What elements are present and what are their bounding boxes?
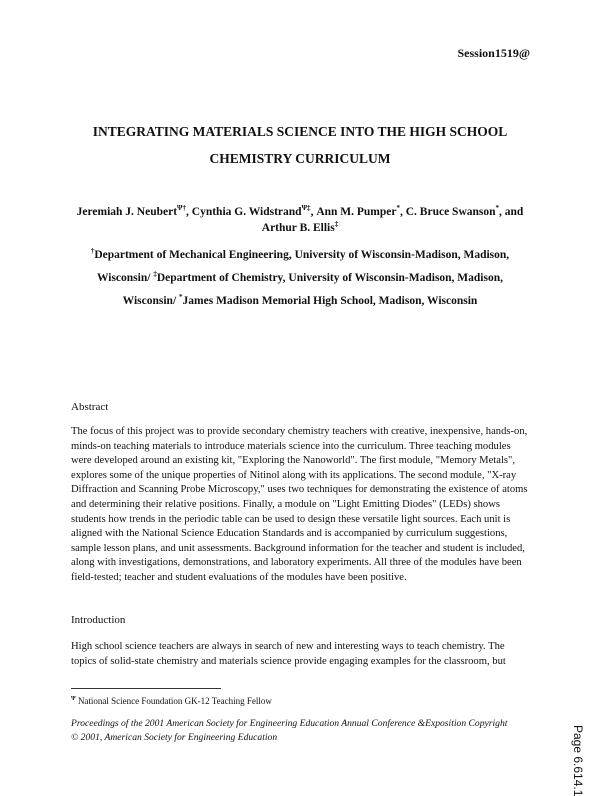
footnote-divider [71, 688, 221, 689]
author-line-2 [40, 220, 560, 236]
author-name: Jeremiah J. Neubert [76, 206, 178, 218]
author-mark: * [396, 204, 400, 213]
affiliation-line-3 [50, 290, 550, 313]
affiliation-line-2 [50, 267, 550, 290]
author-line-1 [40, 204, 560, 220]
abstract-heading: Abstract [71, 401, 109, 413]
affiliation-text: Department of Mechanical Engineering, University of Wisconsin-Madison, Madison, [94, 249, 510, 261]
author-name: , Cynthia G. Widstrand [186, 206, 302, 218]
abstract-body: The focus of this project was to provide secondary chemistry teachers with creative, inexpensive, hands-on, minds-on teaching materials to introduce materials science into the curriculum. Three teaching modules were developed around an existing kit, "Exploring the Nanoworld". The first module, "Memory Metals", explores some of the unique properties of Nitinol along with its applications. The second module, "X-ray Diffraction and Scanning Probe Microscopy," uses two techniques for demonstrating the existence of atoms and determining their relative positions. Finally, a module on "Light Emitting Diodes" (LEDs) shows students how trends in the periodic table can be used to design these versatile light sources. Each unit is aligned with the National Science Education Standards and is accompanied by curriculum suggestions, sample lesson plans, and unit assessments. Background information for the teacher and student is included, along with investigations, demonstrations, and laboratory experiments. All three of the modules have been field-tested; teacher and student evaluations of the modules have been positive. [71, 426, 528, 583]
footnote [71, 696, 272, 706]
author-name: , Ann M. Pumper [310, 206, 397, 218]
author-mark: Ψ† [177, 204, 187, 213]
affiliation-text: Department of Chemistry, University of Wisconsin-Madison, Madison, [156, 272, 504, 284]
author-name: Arthur B. Ellis [261, 222, 335, 234]
title-line-1: INTEGRATING MATERIALS SCIENCE INTO THE HIGH SCHOOL [92, 124, 508, 139]
author-name: , C. Bruce Swanson [400, 206, 496, 218]
affiliation-mark: * [179, 293, 183, 302]
introduction-heading: Introduction [71, 614, 126, 626]
affiliation-mark: † [90, 247, 95, 256]
proceedings-line-2: © 2001, American Society for Engineering Education [71, 732, 278, 743]
paper-title [40, 118, 560, 172]
affiliation-text: Wisconsin/ [122, 295, 180, 307]
affiliation-line-1 [50, 244, 550, 267]
footnote-mark: Ψ [71, 696, 76, 702]
affiliation-text: Wisconsin/ [96, 272, 154, 284]
author-list [40, 204, 560, 236]
author-separator: , and [499, 206, 524, 218]
author-mark: ‡ [334, 220, 339, 229]
affiliation-mark: ‡ [153, 270, 157, 279]
proceedings-line-1: Proceedings of the 2001 American Society for Engineering Education Annual Conference &Exposition Copyright [71, 718, 508, 729]
footnote-text: National Science Foundation GK-12 Teaching Fellow [75, 696, 272, 706]
page-number: Page 6.614.1 [571, 725, 585, 796]
author-mark: Ψ‡ [301, 204, 311, 213]
introduction-body: High school science teachers are always in search of new and interesting ways to teach chemistry. The topics of solid-state chemistry and materials science provide engaging examples for the classroom, but [71, 641, 506, 667]
session-id: Session1519@ [457, 46, 530, 60]
title-line-2: CHEMISTRY CURRICULUM [209, 151, 391, 166]
author-mark: * [495, 204, 500, 213]
affiliations [50, 244, 550, 313]
proceedings-notice [71, 717, 541, 745]
affiliation-text: James Madison Memorial High School, Madison, Wisconsin [182, 295, 478, 307]
